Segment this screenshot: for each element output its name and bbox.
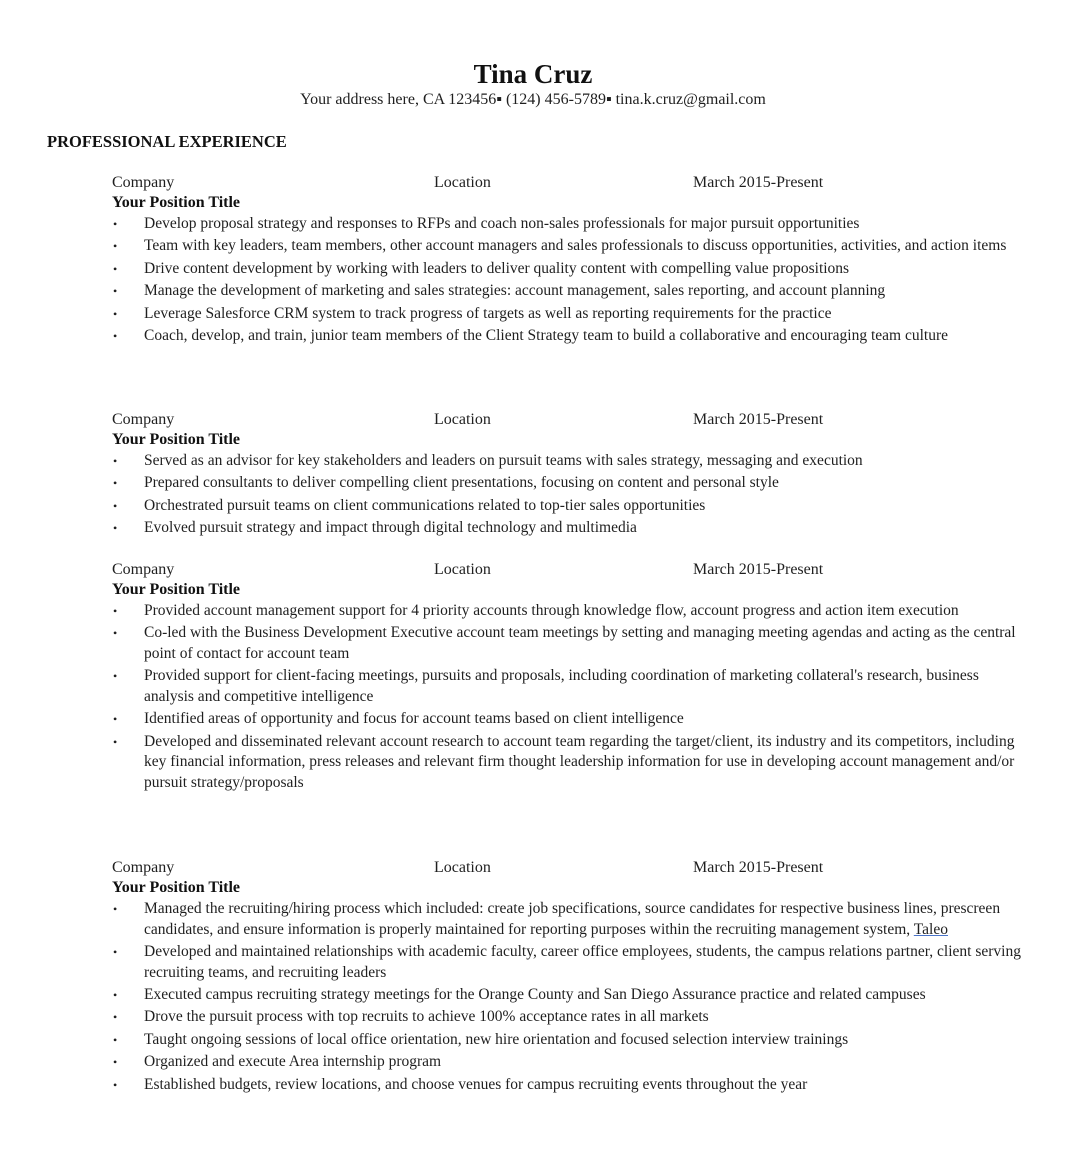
list-item bbox=[112, 899, 1032, 940]
bullet-text: Established budgets, review locations, and choose venues for campus recruiting events throughout the year bbox=[144, 1075, 808, 1093]
candidate-name: Tina Cruz bbox=[473, 59, 593, 89]
list-item bbox=[112, 1007, 1032, 1028]
job-bullet-list bbox=[112, 214, 1032, 347]
bullet-text: Provided account management support for 4 priority accounts through knowledge flow, account progress and action item execution bbox=[144, 602, 959, 619]
bullet-text: Team with key leaders, team members, other account managers and sales professionals to discuss opportunities, activities, and action items bbox=[144, 237, 1007, 255]
list-item bbox=[112, 259, 1032, 280]
list-item bbox=[112, 666, 1032, 707]
job-company: Company bbox=[112, 859, 175, 876]
bullet-text: Coach, develop, and train, junior team members of the Client Strategy team to build a collaborative and encouraging team culture bbox=[144, 326, 949, 344]
job-bullet-list bbox=[112, 451, 1032, 539]
bullet-icon: • bbox=[113, 669, 118, 684]
list-item bbox=[112, 326, 1032, 347]
job-company: Company bbox=[112, 411, 175, 428]
list-item bbox=[112, 732, 1032, 794]
bullet-text: Executed campus recruiting strategy meetings for the Orange County and San Diego Assurance practice and related campuses bbox=[144, 985, 926, 1003]
list-item bbox=[112, 496, 1032, 517]
bullet-text: Developed and disseminated relevant account research to account team regarding the target/client, its industry and its competitors, including key financial information, press releases and relevant firm thought leadership information for use in developing account management and/or pursuit strategy/proposals bbox=[144, 732, 1015, 791]
list-item bbox=[112, 942, 1032, 983]
bullet-text: Taught ongoing sessions of local office orientation, new hire orientation and focused selection interview trainings bbox=[144, 1030, 849, 1048]
bullet-text: Manage the development of marketing and sales strategies: account management, sales reporting, and account planning bbox=[144, 282, 886, 300]
list-item bbox=[112, 236, 1032, 257]
list-item bbox=[112, 1052, 1032, 1073]
bullet-icon: • bbox=[113, 239, 118, 254]
bullet-icon: • bbox=[113, 734, 118, 749]
bullet-icon: • bbox=[113, 498, 118, 513]
job-title: Your Position Title bbox=[112, 581, 241, 598]
bullet-text: Provided support for client-facing meetings, pursuits and proposals, including coordination of marketing collateral's research, business analysis and competitive intelligence bbox=[144, 667, 979, 705]
bullet-icon: • bbox=[113, 328, 118, 343]
bullet-icon: • bbox=[113, 604, 118, 618]
bullet-icon: • bbox=[113, 217, 118, 231]
bullet-icon: • bbox=[113, 987, 118, 1002]
job-location: Location bbox=[434, 561, 491, 578]
list-item bbox=[112, 709, 1032, 730]
list-item bbox=[112, 281, 1032, 302]
job-header bbox=[112, 858, 1032, 878]
list-item bbox=[112, 304, 1032, 325]
bullet-icon: • bbox=[113, 1010, 118, 1025]
bullet-icon: • bbox=[113, 902, 118, 916]
job-bullet-list bbox=[112, 601, 1032, 794]
job-title: Your Position Title bbox=[112, 431, 241, 448]
job-header bbox=[112, 410, 1032, 430]
job-title: Your Position Title bbox=[112, 194, 241, 211]
bullet-icon: • bbox=[113, 626, 118, 641]
list-item bbox=[112, 623, 1032, 664]
job-title: Your Position Title bbox=[112, 879, 241, 896]
bullet-icon: • bbox=[113, 1055, 118, 1070]
bullet-icon: • bbox=[113, 1077, 118, 1092]
section-heading-experience: PROFESSIONAL EXPERIENCE bbox=[47, 132, 287, 151]
list-item bbox=[112, 1075, 1032, 1096]
job-entry-3 bbox=[112, 560, 1032, 795]
list-item bbox=[112, 451, 1032, 472]
job-location: Location bbox=[434, 859, 491, 876]
bullet-text: Managed the recruiting/hiring process which included: create job specifications, source candidates for respective business lines, prescreen candidates, and ensure information is properly maintained for reporting purposes within the recruiting management system, bbox=[144, 900, 1001, 938]
job-location: Location bbox=[434, 174, 491, 191]
list-item bbox=[112, 985, 1032, 1006]
bullet-text: Leverage Salesforce CRM system to track progress of targets as well as reporting requirements for the practice bbox=[144, 304, 832, 322]
job-entry-4 bbox=[112, 858, 1032, 1097]
bullet-icon: • bbox=[113, 712, 118, 727]
job-company: Company bbox=[112, 174, 175, 191]
bullet-text: Drove the pursuit process with top recruits to achieve 100% acceptance rates in all markets bbox=[144, 1008, 709, 1026]
bullet-text: Prepared consultants to deliver compelling client presentations, focusing on content and personal style bbox=[144, 474, 779, 492]
bullet-text: Evolved pursuit strategy and impact through digital technology and multimedia bbox=[144, 519, 637, 537]
contact-line: Your address here, CA 123456▪ (124) 456-5789▪ tina.k.cruz@gmail.com bbox=[300, 91, 766, 108]
bullet-text: Drive content development by working with leaders to deliver quality content with compelling value propositions bbox=[144, 259, 850, 277]
bullet-text: Served as an advisor for key stakeholders and leaders on pursuit teams with sales strategy, messaging and execution bbox=[144, 452, 863, 469]
job-dates: March 2015-Present bbox=[693, 561, 824, 578]
bullet-icon: • bbox=[113, 261, 118, 276]
list-item bbox=[112, 1030, 1032, 1051]
job-entry-2 bbox=[112, 410, 1032, 541]
job-dates: March 2015-Present bbox=[693, 174, 824, 191]
bullet-icon: • bbox=[113, 306, 118, 321]
taleo-link[interactable]: Taleo bbox=[913, 920, 948, 938]
bullet-icon: • bbox=[113, 1032, 118, 1047]
job-header bbox=[112, 560, 1032, 580]
job-header bbox=[112, 173, 1032, 193]
bullet-text: Organized and execute Area internship program bbox=[144, 1053, 442, 1071]
job-company: Company bbox=[112, 561, 175, 578]
bullet-text: Orchestrated pursuit teams on client communications related to top-tier sales opportunities bbox=[144, 496, 706, 514]
job-location: Location bbox=[434, 411, 491, 428]
bullet-icon: • bbox=[113, 284, 118, 299]
bullet-icon: • bbox=[113, 521, 118, 536]
bullet-icon: • bbox=[113, 476, 118, 491]
job-bullet-list bbox=[112, 899, 1032, 1095]
bullet-text: Develop proposal strategy and responses to RFPs and coach non-sales professionals for major pursuit opportunities bbox=[144, 215, 860, 232]
bullet-text: Identified areas of opportunity and focus for account teams based on client intelligence bbox=[144, 710, 684, 728]
job-dates: March 2015-Present bbox=[693, 859, 824, 876]
job-entry-1 bbox=[112, 173, 1032, 348]
job-dates: March 2015-Present bbox=[693, 411, 824, 428]
list-item bbox=[112, 473, 1032, 494]
list-item bbox=[112, 601, 1032, 622]
bullet-text: Developed and maintained relationships with academic faculty, career office employees, students, the campus relations partner, client serving recruiting teams, and recruiting leaders bbox=[144, 942, 1021, 981]
list-item bbox=[112, 214, 1032, 235]
bullet-text: Co-led with the Business Development Executive account team meetings by setting and managing meeting agendas and acting as the central point of contact for account team bbox=[144, 624, 1016, 662]
bullet-icon: • bbox=[113, 944, 118, 959]
list-item bbox=[112, 518, 1032, 539]
bullet-icon: • bbox=[113, 454, 118, 468]
